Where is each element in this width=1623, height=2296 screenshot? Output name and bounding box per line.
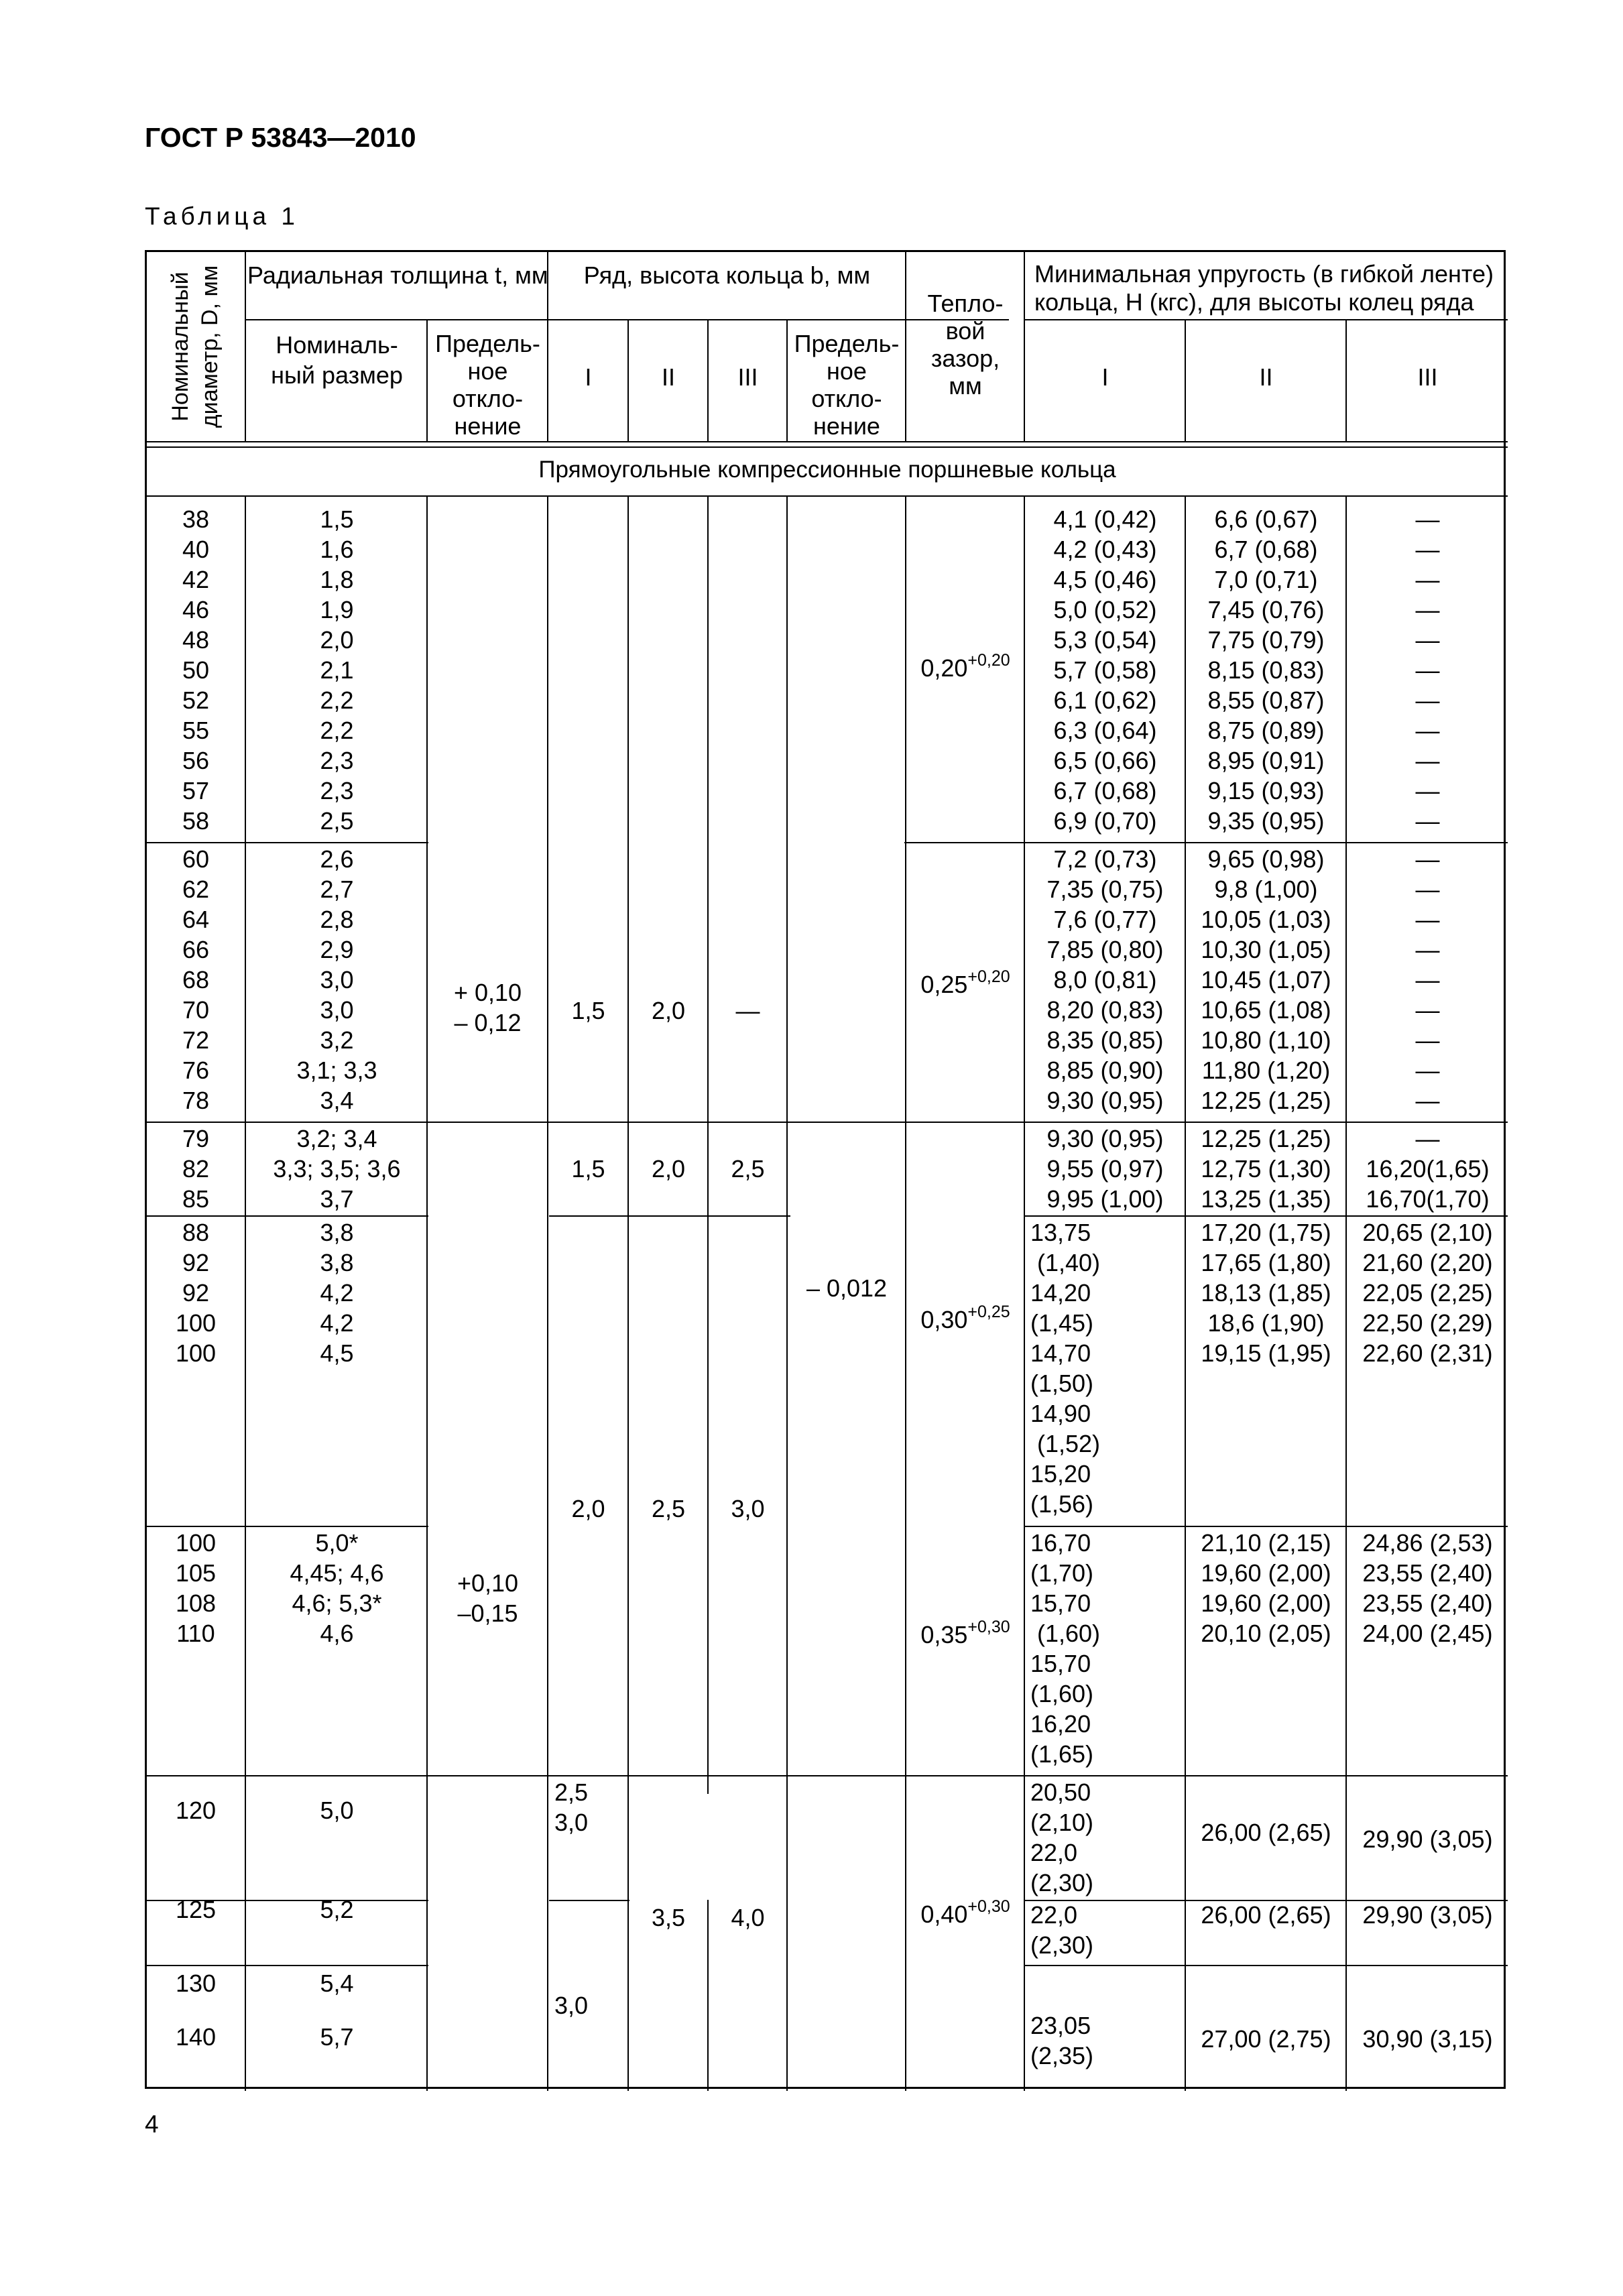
g2-elasticity-1: 7,2 (0,73) 7,35 (0,75) 7,6 (0,77) 7,85 (0,80) 8,0 (0,81) 8,20 (0,83) 8,35 (0,85) 8,85 (0,90) 9,30 (0,95) bbox=[1046, 845, 1164, 1114]
header-elasticity-row-1: I bbox=[1101, 363, 1109, 391]
g5-diameters: 100 105 108 110 bbox=[175, 1529, 217, 1647]
g6-elasticity-1: 20,50 (2,10) 22,0 (2,30) bbox=[1030, 1778, 1094, 1896]
g1-diameters: 38 40 42 46 48 50 52 55 56 57 58 bbox=[182, 505, 210, 835]
g6-elasticity-3: 29,90 (3,05) bbox=[1362, 1825, 1493, 1853]
g8-thickness: 5,4 5,7 bbox=[320, 1970, 354, 2051]
g5-thermal-gap: $0,35^{+0,30}$ bbox=[920, 1618, 1010, 1648]
g1-elasticity-1: 4,1 (0,42) 4,2 (0,43) 4,5 (0,46) 5,0 (0,52) 5,3 (0,54) 5,7 (0,58) 6,1 (0,62) 6,3 (0,64) 6,5 (0,66) 6,7 (0,68) 6,9 (0,70) bbox=[1053, 505, 1157, 835]
g6-height-1: 2,5 3,0 bbox=[554, 1778, 589, 1836]
g3-height-1: 1,5 bbox=[571, 1155, 605, 1183]
g1-elasticity-2: 6,6 (0,67) 6,7 (0,68) 7,0 (0,71) 7,45 (0,76) 7,75 (0,79) 8,15 (0,83) 8,55 (0,87) 8,75 (0,89) 8,95 (0,91) 9,15 (0,93) 9,35 (0,95) bbox=[1207, 505, 1325, 835]
g45-height-3: 3,0 bbox=[731, 1495, 765, 1522]
g3-elasticity-1: 9,30 (0,95) 9,55 (0,97) 9,95 (1,00) bbox=[1046, 1125, 1164, 1213]
g1g2-height-3: — bbox=[735, 997, 760, 1024]
g3-diameters: 79 82 85 bbox=[182, 1125, 210, 1213]
g7-diameter: 125 bbox=[175, 1896, 217, 1923]
g7-thickness: 5,2 bbox=[320, 1896, 354, 1923]
g5-elasticity-1: 16,70 (1,70) 15,70 (1,60) 15,70 (1,60) 16,20 (1,65) bbox=[1030, 1529, 1101, 1768]
document-header: ГОСТ Р 53843—2010 bbox=[145, 122, 416, 153]
g6-thickness: 5,0 bbox=[320, 1797, 354, 1824]
header-height-deviation: Предель- ное откло- нение bbox=[794, 330, 900, 440]
g1-thickness: 1,5 1,6 1,8 1,9 2,0 2,1 2,2 2,2 2,3 2,3 2,5 bbox=[320, 505, 354, 835]
g2-diameters: 60 62 64 66 68 70 72 76 78 bbox=[182, 845, 210, 1114]
header-radial-nominal: Номиналь- ный размер bbox=[271, 331, 403, 389]
header-height-row-2: II bbox=[661, 363, 675, 391]
g3-thickness: 3,2; 3,4 3,3; 3,5; 3,6 3,7 bbox=[273, 1125, 401, 1213]
g4-elasticity-3: 20,65 (2,10) 21,60 (2,20) 22,05 (2,25) 22,50 (2,29) 22,60 (2,31) bbox=[1362, 1219, 1493, 1367]
g4-diameters: 88 92 92 100 100 bbox=[175, 1219, 217, 1367]
g45-height-1: 2,0 bbox=[571, 1495, 605, 1522]
g1g2-height-1: 1,5 bbox=[571, 997, 605, 1024]
g5-thickness: 5,0* 4,45; 4,6 4,6; 5,3* 4,6 bbox=[290, 1529, 384, 1647]
header-elasticity-row-2: II bbox=[1259, 363, 1273, 391]
header-thermal-gap: Тепло- вой зазор, мм bbox=[927, 290, 1004, 400]
header-diameter: Номинальный диаметр, D, мм bbox=[168, 265, 223, 428]
g8-diameters: 130 140 bbox=[175, 1970, 217, 2051]
g1g2-height-2: 2,0 bbox=[651, 997, 686, 1024]
g2-thickness: 2,6 2,7 2,8 2,9 3,0 3,0 3,2 3,1; 3,3 3,4 bbox=[296, 845, 377, 1114]
g4-thickness: 3,8 3,8 4,2 4,2 4,5 bbox=[320, 1219, 354, 1367]
g67-height-3: 4,0 bbox=[731, 1904, 765, 1931]
header-radial-deviation: Предель- ное откло- нение bbox=[435, 330, 540, 440]
g67-thermal-gap: $0,40^{+0,30}$ bbox=[920, 1897, 1010, 1928]
header-min-elasticity: Минимальная упругость (в гибкой ленте) кольца, H (кгс), для высоты колец ряда bbox=[1034, 260, 1494, 316]
g4-thermal-gap: $0,30^{+0,25}$ bbox=[920, 1303, 1010, 1333]
g2-elasticity-3: — — — — — — — — — bbox=[1415, 845, 1440, 1114]
g3-height-3: 2,5 bbox=[731, 1155, 765, 1183]
g3-height-2: 2,0 bbox=[651, 1155, 686, 1183]
height-tolerance: – 0,012 bbox=[806, 1274, 888, 1302]
g2-elasticity-2: 9,65 (0,98) 9,8 (1,00) 10,05 (1,03) 10,30 (1,05) 10,45 (1,07) 10,65 (1,08) 10,80 (1,10) 11,80 (1,20) 12,25 (1,25) bbox=[1201, 845, 1331, 1114]
g1-thermal-gap: $0,20^{+0,20}$ bbox=[920, 651, 1010, 682]
g3-elasticity-3: — 16,20(1,65) 16,70(1,70) bbox=[1366, 1125, 1490, 1213]
g5-elasticity-2: 21,10 (2,15) 19,60 (2,00) 19,60 (2,00) 20,10 (2,05) bbox=[1201, 1529, 1331, 1647]
g67-height-2: 3,5 bbox=[651, 1904, 686, 1931]
header-elasticity-row-3: III bbox=[1417, 363, 1438, 391]
page-number: 4 bbox=[145, 2110, 159, 2138]
g8-elasticity-2: 27,00 (2,75) bbox=[1201, 2025, 1331, 2053]
g7-elasticity-3: 29,90 (3,05) bbox=[1362, 1901, 1493, 1929]
g6-diameter: 120 bbox=[175, 1797, 217, 1824]
g5-elasticity-3: 24,86 (2,53) 23,55 (2,40) 23,55 (2,40) 24,00 (2,45) bbox=[1362, 1529, 1493, 1647]
g6-elasticity-2: 26,00 (2,65) bbox=[1201, 1819, 1331, 1846]
header-height-row-1: I bbox=[585, 363, 592, 391]
g1-elasticity-3: — — — — — — — — — — — bbox=[1415, 505, 1440, 835]
tolerance-a: + 0,10 – 0,12 bbox=[453, 979, 522, 1036]
section-title: Прямоугольные компрессионные поршневые кольца bbox=[538, 457, 1116, 483]
header-ring-height: Ряд, высота кольца b, мм bbox=[583, 261, 871, 289]
tolerance-b: +0,10 –0,15 bbox=[457, 1569, 519, 1627]
header-height-row-3: III bbox=[737, 363, 758, 391]
table-caption: Таблица 1 bbox=[145, 202, 299, 230]
g7-elasticity-2: 26,00 (2,65) bbox=[1201, 1901, 1331, 1929]
g8-elasticity-1: 23,05 (2,35) bbox=[1030, 2012, 1094, 2069]
data-table bbox=[145, 250, 1506, 2089]
g45-height-2: 2,5 bbox=[651, 1495, 686, 1522]
g3-elasticity-2: 12,25 (1,25) 12,75 (1,30) 13,25 (1,35) bbox=[1201, 1125, 1331, 1213]
g7-elasticity-1: 22,0 (2,30) bbox=[1030, 1901, 1094, 1959]
g4-elasticity-2: 17,20 (1,75) 17,65 (1,80) 18,13 (1,85) 18,6 (1,90) 19,15 (1,95) bbox=[1201, 1219, 1331, 1367]
g2-thermal-gap: $0,25^{+0,20}$ bbox=[920, 967, 1010, 998]
g4-elasticity-1: 13,75 (1,40) 14,20 (1,45) 14,70 (1,50) 14,90 (1,52) 15,20 (1,56) bbox=[1030, 1219, 1101, 1518]
g8-elasticity-3: 30,90 (3,15) bbox=[1362, 2025, 1493, 2053]
header-radial-thickness: Радиальная толщина t, мм bbox=[247, 261, 548, 289]
g8-height-1: 3,0 bbox=[554, 1992, 589, 2019]
